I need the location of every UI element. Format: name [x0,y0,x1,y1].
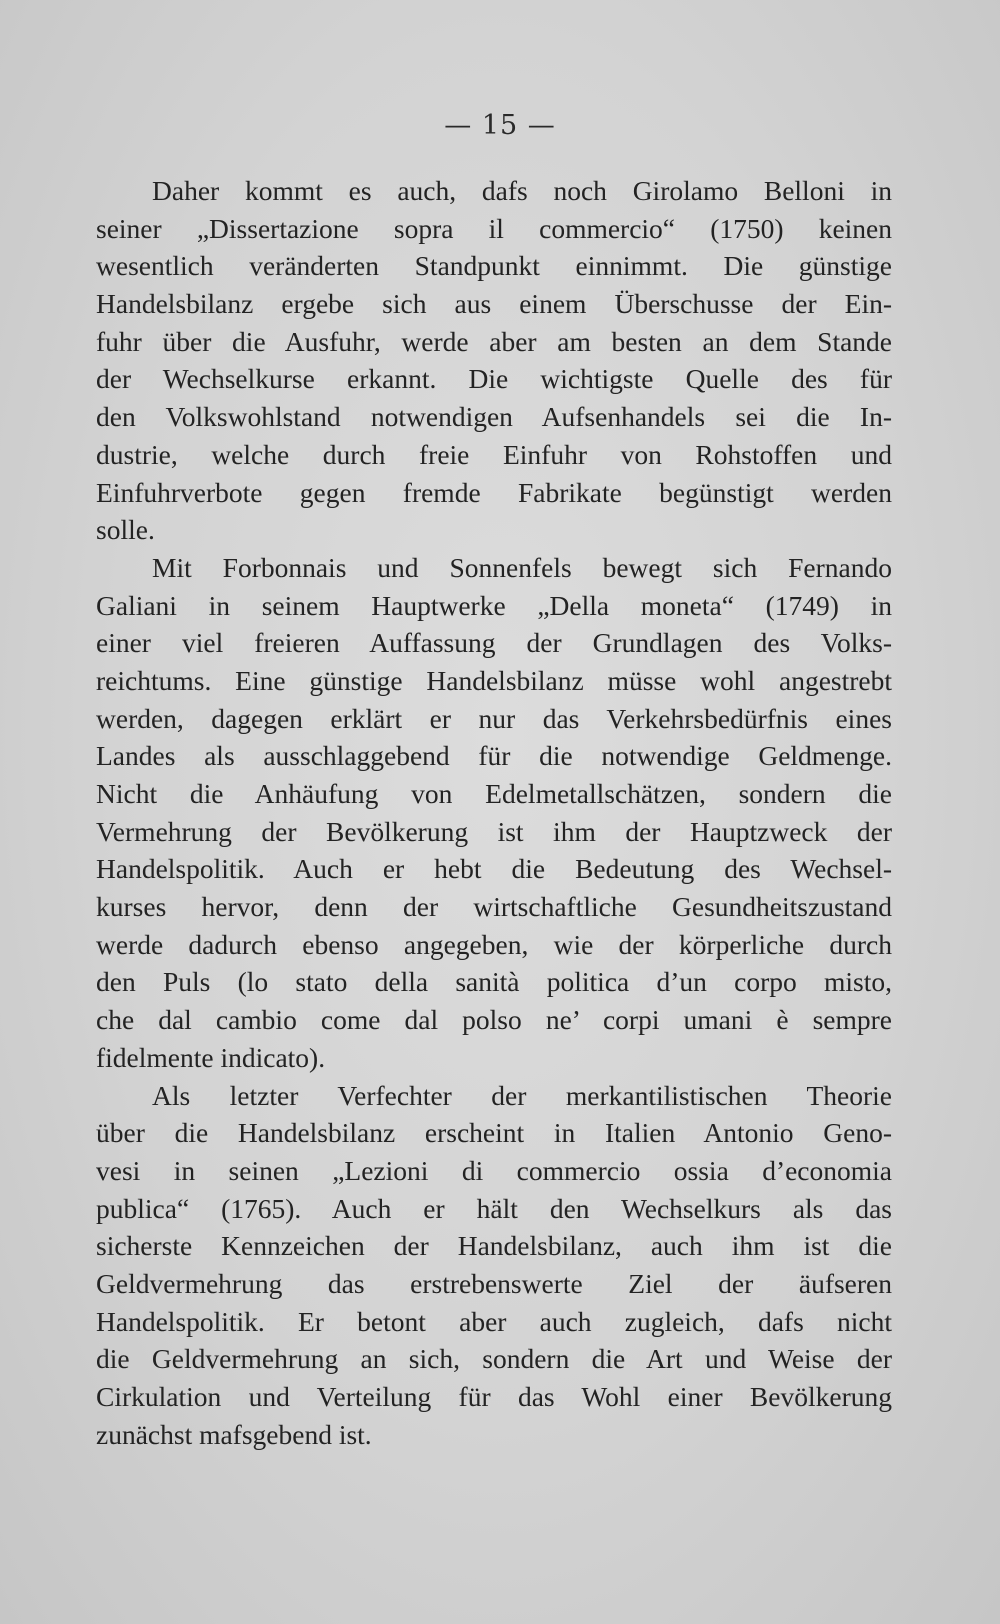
text-line: wesentlich veränderten Standpunkt einnimmt. Die günstige [96,250,892,282]
text-line: publica“ (1765). Auch er hält den Wechselkurs als das [96,1192,892,1224]
text-line: kurses hervor, denn der wirtschaftliche Gesundheitszustand [96,891,892,923]
text-line: zunächst mafsgebend ist. [96,1418,372,1450]
paragraph-3 [96,1077,892,1454]
text-line: Als letzter Verfechter der merkantilistischen Theorie [152,1079,892,1111]
text-line: der Wechselkurse erkannt. Die wichtigste Quelle des für [96,363,892,395]
text-line: seiner „Dissertazione sopra il commercio“ (1750) keinen [96,212,892,244]
text-line: Handelspolitik. Er betont aber auch zugleich, dafs nicht [96,1305,892,1337]
text-line: Daher kommt es auch, dafs noch Girolamo Belloni in [152,175,892,206]
text-line: dustrie, welche durch freie Einfuhr von Rohstoffen und [96,438,892,470]
text-line: werden, dagegen erklärt er nur das Verkehrsbedürfnis eines [96,702,892,734]
text-line: Nicht die Anhäufung von Edelmetallschätzen, sondern die [96,778,892,809]
text-line: fidelmente indicato). [96,1041,326,1073]
text-line: einer viel freieren Auffassung der Grundlagen des Volks- [96,627,892,659]
text-line: Mit Forbonnais und Sonnenfels bewegt sich Fernando [152,551,892,583]
text-line: reichtums. Eine günstige Handelsbilanz müsse wohl angestrebt [96,664,892,696]
text-line: Landes als ausschlaggebend für die notwendige Geldmenge. [96,740,892,772]
text-line: Galiani in seinem Hauptwerke „Della moneta“ (1749) in [96,589,892,621]
text-line: den Puls (lo stato della sanità politica d’un corpo misto, [96,966,892,998]
text-line: fuhr über die Ausfuhr, werde aber am besten an dem Stande [96,325,892,357]
text-line: Geldvermehrung das erstrebenswerte Ziel der äufseren [96,1267,892,1299]
text-line: über die Handelsbilanz erscheint in Italien Antonio Geno- [96,1117,892,1149]
text-line: Einfuhrverbote gegen fremde Fabrikate begünstigt werden [96,476,892,508]
text-line: Cirkulation und Verteilung für das Wohl einer Bevölkerung [96,1381,892,1412]
text-line: sicherste Kennzeichen der Handelsbilanz, auch ihm ist die [96,1230,892,1262]
text-line: che dal cambio come dal polso ne’ corpi umani è sempre [96,1004,892,1036]
paragraph-2 [96,549,892,1077]
body-text [96,172,892,1453]
text-line: vesi in seinen „Lezioni di commercio ossia d’economia [96,1154,892,1186]
text-line: solle. [96,514,155,546]
text-line: die Geldvermehrung an sich, sondern die Art und Weise der [96,1343,892,1375]
page-number: — 15 — [444,110,556,141]
text-line: Handelsbilanz ergebe sich aus einem Überschusse der Ein- [96,288,892,320]
text-line: Handelspolitik. Auch er hebt die Bedeutung des Wechsel- [96,853,892,885]
text-line: Vermehrung der Bevölkerung ist ihm der Hauptzweck der [96,815,892,847]
text-line: den Volkswohlstand notwendigen Aufsenhandels sei die In- [96,401,892,433]
paragraph-1 [96,172,892,549]
text-line: werde dadurch ebenso angegeben, wie der körperliche durch [96,928,892,960]
